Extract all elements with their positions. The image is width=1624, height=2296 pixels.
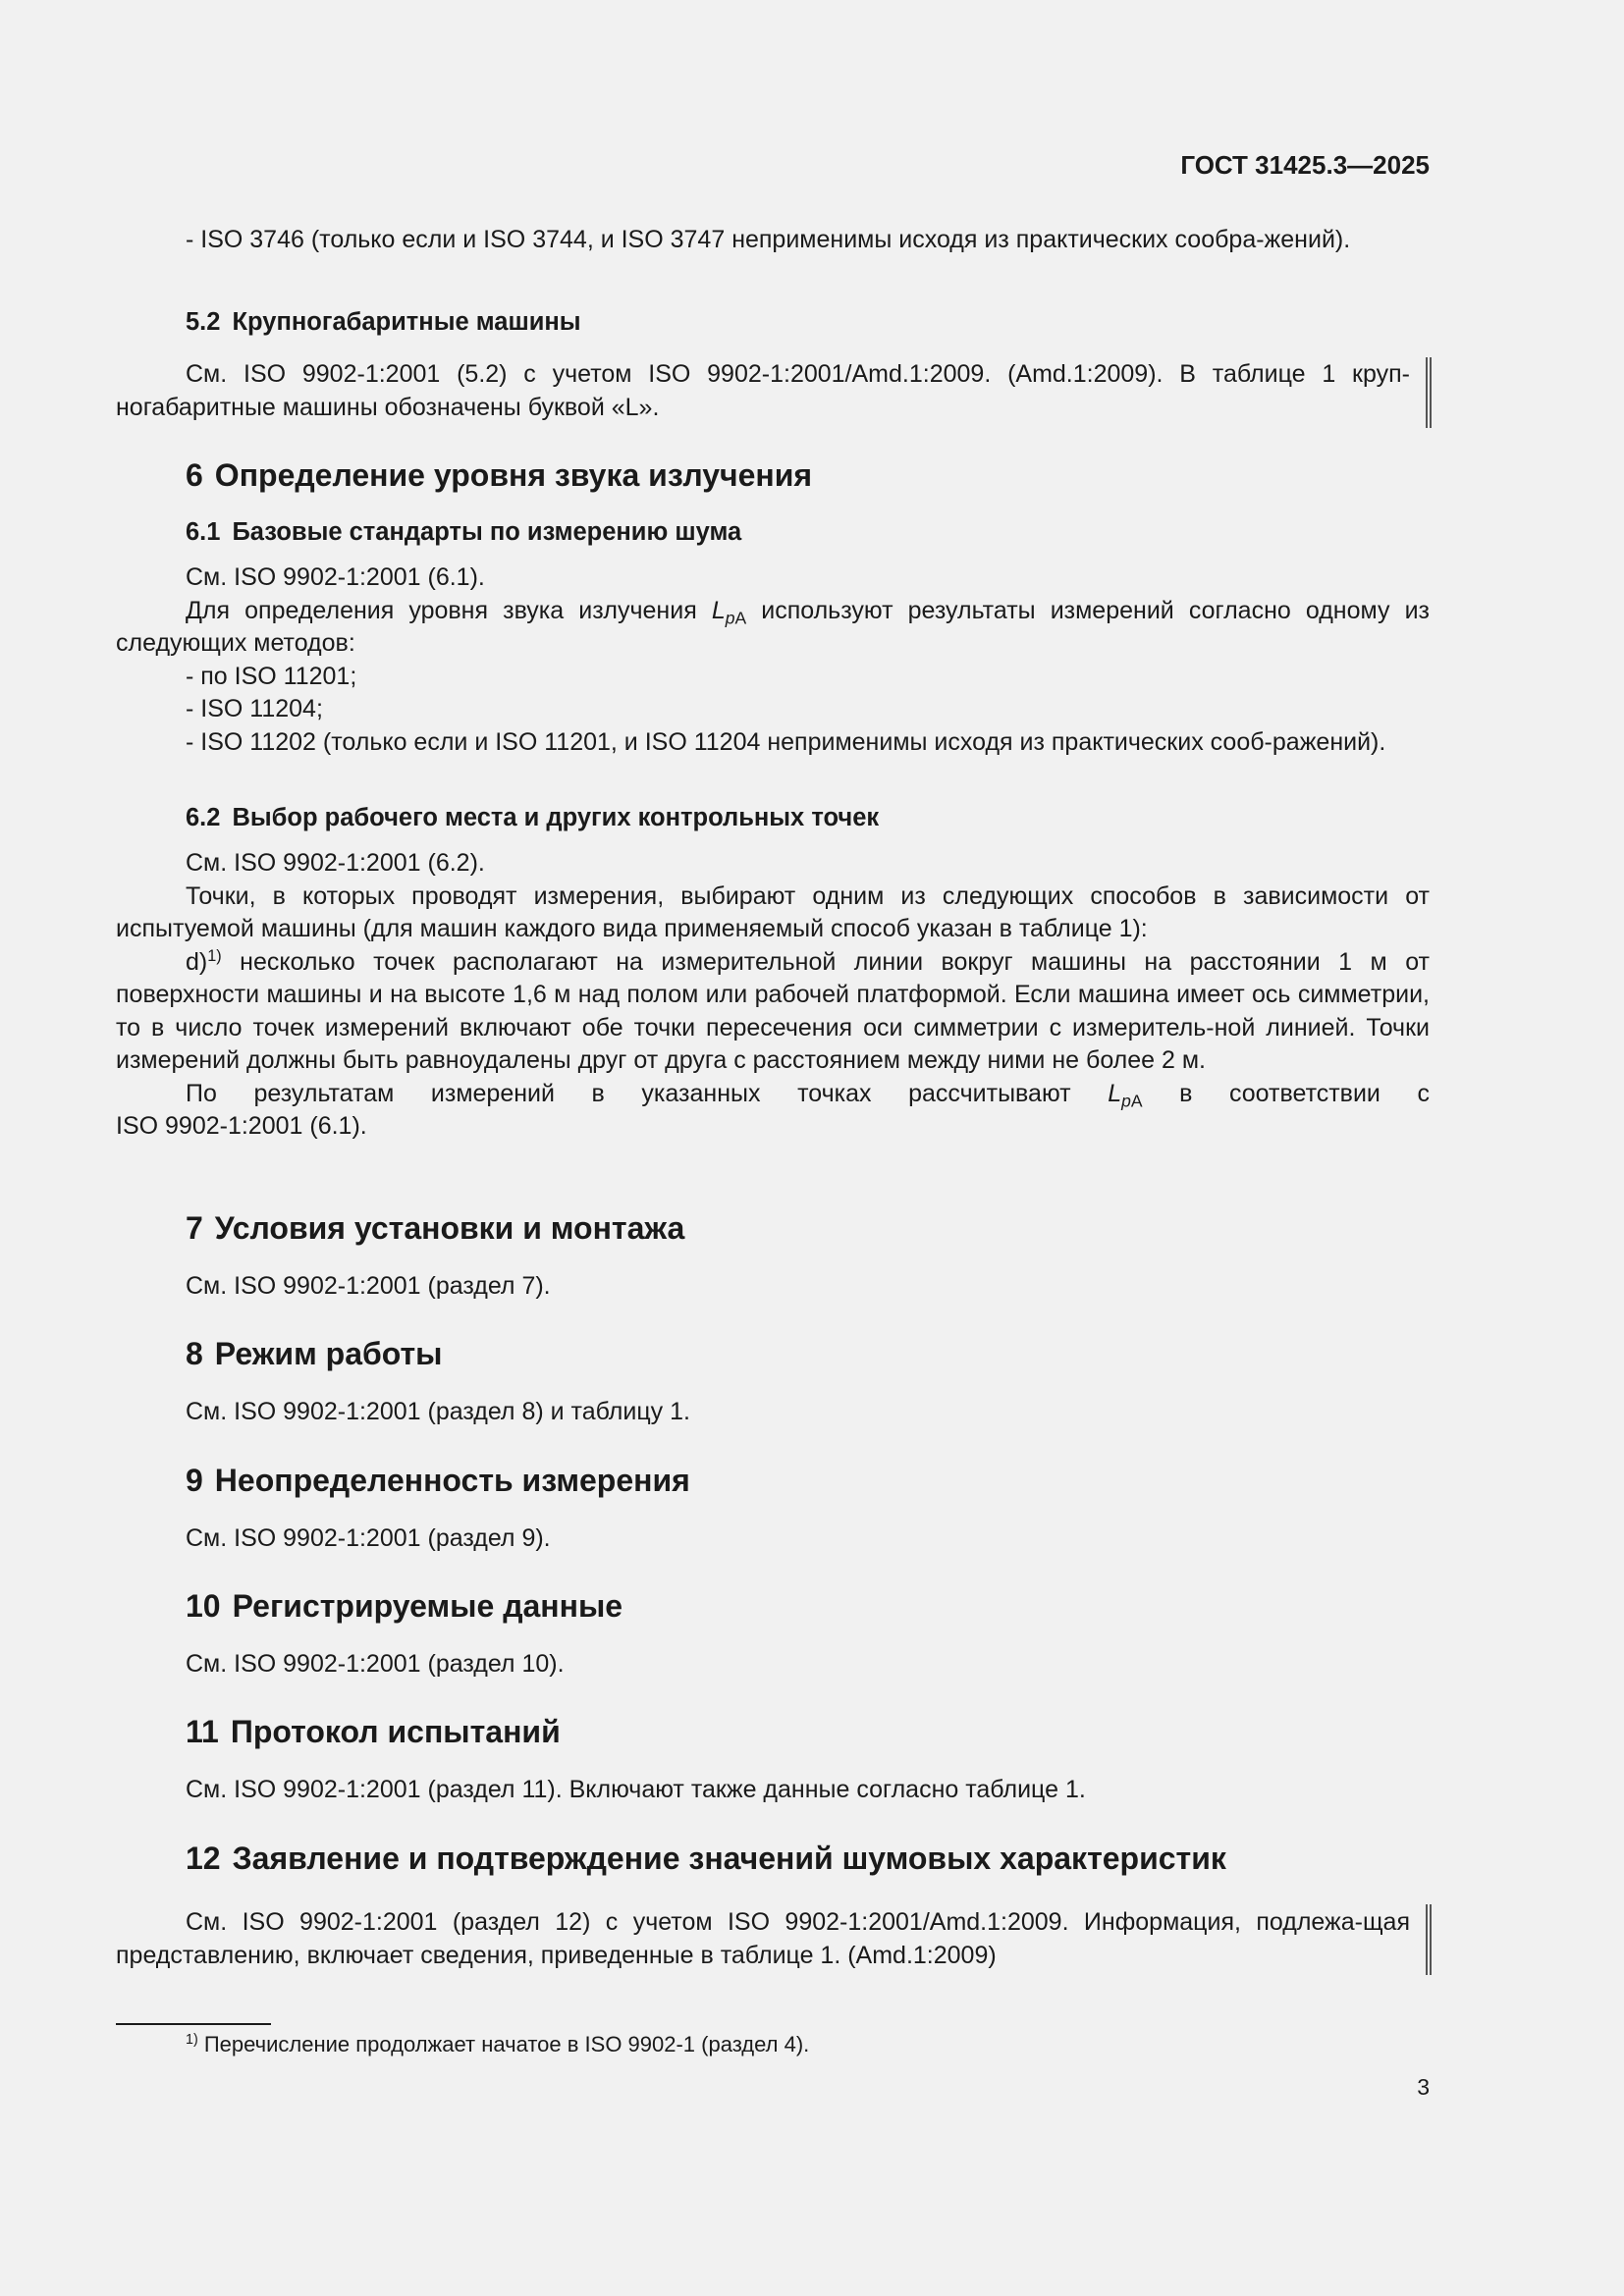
section-number: 6.2 xyxy=(186,804,221,831)
paragraph-5-2: См. ISO 9902-1:2001 (5.2) с учетом ISO 9902-1:2001/Amd.1:2009. (Amd.1:2009). В таблице 1 круп-ногабаритные машины обозначены буквой «L». xyxy=(116,360,1410,421)
section-number: 8 xyxy=(186,1336,203,1371)
section-title: Протокол испытаний xyxy=(230,1714,561,1749)
paragraph-7: См. ISO 9902-1:2001 (раздел 7). xyxy=(186,1272,551,1300)
section-6-2-body xyxy=(116,847,1430,1144)
list-item: - по ISO 11201; xyxy=(186,662,357,690)
footnote-text: Перечисление продолжает начатое в ISO 9902-1 (раздел 4). xyxy=(197,2032,810,2056)
text-run: По результатам измерений в указанных точках рассчитывают xyxy=(186,1079,1109,1107)
section-title: Крупногабаритные машины xyxy=(232,308,581,336)
symbol-subscript xyxy=(1121,1091,1142,1110)
section-title: Условия установки и монтажа xyxy=(214,1210,685,1246)
change-bar xyxy=(1426,1904,1432,1975)
section-heading-7 xyxy=(186,1207,684,1249)
change-bar xyxy=(1426,357,1432,428)
section-number: 6 xyxy=(186,457,203,493)
footnote-mark: 1) xyxy=(207,946,222,965)
subscript-A: A xyxy=(734,607,747,627)
text-run: в соответствии с xyxy=(1142,1079,1430,1107)
section-heading-9 xyxy=(186,1460,690,1501)
section-heading-10 xyxy=(186,1585,623,1627)
section-number: 12 xyxy=(186,1841,221,1876)
subscript-A: A xyxy=(1130,1090,1143,1110)
list-item-iso3746: - ISO 3746 (только если и ISO 3744, и ISO 3747 неприменимы исходя из практических сообра-жений). xyxy=(186,226,1351,253)
section-title: Определение уровня звука излучения xyxy=(214,457,813,493)
symbol-L: L xyxy=(1108,1079,1122,1107)
section-title: Неопределенность измерения xyxy=(214,1463,690,1498)
section-heading-11 xyxy=(186,1711,561,1752)
calc-line xyxy=(116,1078,1430,1111)
subscript-p: p xyxy=(1121,1090,1131,1110)
paragraph-12: См. ISO 9902-1:2001 (раздел 12) с учетом ISO 9902-1:2001/Amd.1:2009. Информация, подлежа-щая представлению, включает сведения, приведенные в таблице 1. (Amd.1:2009) xyxy=(116,1908,1410,1969)
list-item: - ISO 11202 (только если и ISO 11201, и ISO 11204 неприменимы исходя из практических сооб-ражений). xyxy=(186,727,1386,756)
text-run: несколько точек располагают на измерительной линии вокруг машины на расстоянии 1 м от поверхности машины и на высоте 1,6 м над полом или рабочей платформой. Если машина имеет ось симметрии, то в число точек измерений включают обе точки пересечения оси симметрии с измеритель-ной линией. Точки измерений должны быть равноудалены друг от друга с расстоянием между ними не более 2 м. xyxy=(116,947,1430,1074)
section-heading-12 xyxy=(186,1838,1226,1879)
section-number: 10 xyxy=(186,1588,221,1624)
footnote-separator xyxy=(116,2023,271,2025)
section-heading-6-1 xyxy=(186,514,741,550)
reference-line: См. ISO 9902-1:2001 (6.1). xyxy=(186,563,485,591)
paragraph-9: См. ISO 9902-1:2001 (раздел 9). xyxy=(186,1524,551,1552)
paragraph-10: См. ISO 9902-1:2001 (раздел 10). xyxy=(186,1650,565,1678)
points-intro: Точки, в которых проводят измерения, выбирают одним из следующих способов в зависимости от испытуемой машины (для машин каждого вида применяемый способ указан в таблице 1): xyxy=(116,881,1430,942)
symbol-L: L xyxy=(711,596,726,624)
section-heading-8 xyxy=(186,1333,443,1374)
section-number: 5.2 xyxy=(186,308,221,336)
section-title: Выбор рабочего места и других контрольных точек xyxy=(232,804,880,831)
section-number: 6.1 xyxy=(186,518,221,546)
subscript-p: p xyxy=(725,607,735,627)
calc-line-2: ISO 9902-1:2001 (6.1). xyxy=(116,1112,367,1140)
section-title: Базовые стандарты по измерению шума xyxy=(232,518,742,546)
list-item: - ISO 11204; xyxy=(186,695,323,722)
section-number: 7 xyxy=(186,1210,203,1246)
text-run: Для определения уровня звука излучения xyxy=(186,596,712,624)
section-title: Режим работы xyxy=(214,1336,443,1371)
page-number: 3 xyxy=(1417,2074,1430,2100)
list-item-d xyxy=(116,946,1430,1078)
footnote-mark: 1) xyxy=(186,2032,198,2049)
section-heading-5-2 xyxy=(186,304,581,340)
section-title: Регистрируемые данные xyxy=(232,1588,623,1624)
text-run: используют результаты измерений согласно одному из следующих методов: xyxy=(116,596,1430,657)
item-label: d) xyxy=(186,947,208,976)
section-heading-6-2 xyxy=(186,800,879,835)
section-number: 9 xyxy=(186,1463,203,1498)
section-number: 11 xyxy=(186,1714,219,1749)
paragraph-11: См. ISO 9902-1:2001 (раздел 11). Включают также данные согласно таблице 1. xyxy=(186,1776,1086,1803)
footnote xyxy=(186,2030,809,2059)
paragraph-8: См. ISO 9902-1:2001 (раздел 8) и таблицу 1. xyxy=(186,1398,690,1425)
symbol-subscript xyxy=(726,608,746,627)
reference-line: См. ISO 9902-1:2001 (6.2). xyxy=(186,849,485,877)
standard-header: ГОСТ 31425.3—2025 xyxy=(1180,150,1430,180)
section-6-1-body xyxy=(116,561,1430,759)
section-title: Заявление и подтверждение значений шумовых характеристик xyxy=(232,1841,1226,1876)
section-heading-6 xyxy=(186,454,812,496)
methods-intro xyxy=(116,595,1430,661)
